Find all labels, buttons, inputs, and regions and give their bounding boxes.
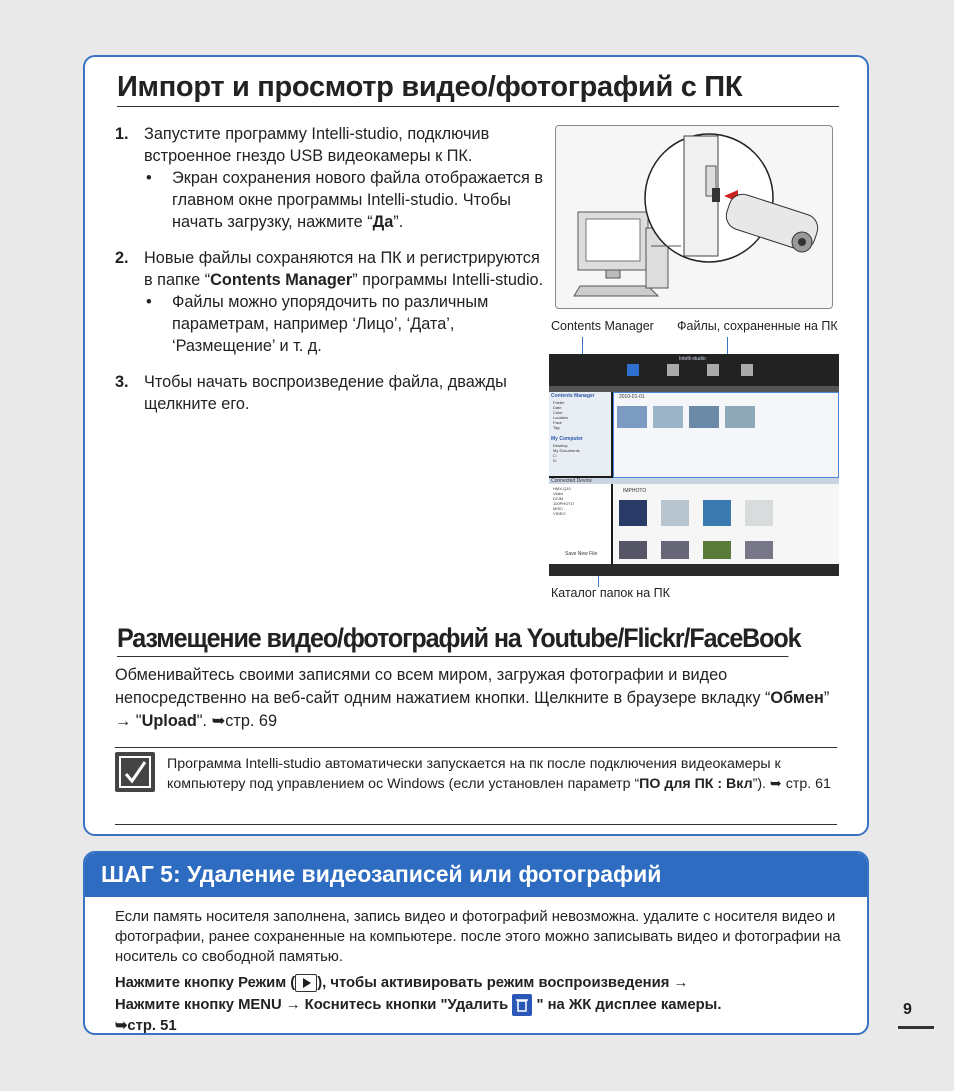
toolbar-icon	[741, 364, 753, 376]
step5-title: ШАГ 5: Удаление видеозаписей или фотографий	[101, 861, 662, 887]
toolbar-icon	[667, 364, 679, 376]
step-2	[115, 247, 545, 357]
import-section	[83, 55, 869, 836]
step5-paragraph: Если память носителя заполнена, запись видео и фотографий невозможна. удалите с носителя видео и фотографии, ранее сохраненные на компьютере. после этого можно записывать видео и фотографии на носитель со свободной памятью.	[115, 909, 841, 965]
step5-header	[85, 853, 869, 897]
sharing-title: Размещение видео/фотографий на Youtube/Flickr/FaceBook	[117, 623, 788, 657]
step-2-number: 2.	[115, 249, 129, 267]
step5-section	[83, 851, 869, 1035]
intelli-studio-screenshot: Intelli-studio Contents Manager Folder Date Color Location Face Tag My Computer Desktop My Documents C: D: 2010-01-01 Connected Device HMX-Q10 Video DCIM 100PHOTO MISC VIDEO Save New File IMPHOTO	[549, 354, 839, 576]
pc-connection-illustration	[555, 125, 833, 309]
step-1	[115, 123, 545, 233]
caption-folder-catalog: Каталог папок на ПК	[551, 586, 670, 600]
step-1-number: 1.	[115, 125, 129, 143]
step-3-number: 3.	[115, 373, 129, 391]
caption-contents-manager: Contents Manager	[551, 319, 654, 333]
import-title: Импорт и просмотр видео/фотографий с ПК	[117, 71, 839, 107]
step-2-text: Новые файлы сохраняются на ПК и регистрируются в папке “Contents Manager” программы Intelli-studio.	[144, 249, 544, 289]
play-mode-icon	[295, 974, 317, 992]
import-steps	[115, 123, 545, 427]
note-text: Программа Intelli-studio автоматически запускается на пк после подключения видеокамеры к компьютеру под управлением ос Windows (если установлен параметр “ПО для ПК : Вкл”). ➥ стр. 61	[167, 756, 831, 792]
page-number: 9	[903, 1001, 912, 1018]
step-3-text: Чтобы начать воспроизведение файла, дважды щелкните его.	[144, 373, 507, 413]
step5-instructions: Нажмите кнопку Режим ( ), чтобы активировать режим воспроизведения → Нажмите кнопку MENU → Коснитесь кнопки "Удалить " на ЖК дисплее камеры. ➥стр. 51	[115, 975, 722, 1034]
note-icon	[115, 752, 155, 792]
delete-icon	[512, 994, 532, 1016]
step-1-bullet: • Экран сохранения нового файла отображается в главном окне программы Intelli-studio. Чтобы начать загрузку, нажмите “Да”.	[144, 167, 545, 233]
caption-saved-files: Файлы, сохраненные на ПК	[677, 319, 838, 333]
toolbar-icon	[627, 364, 639, 376]
step-3	[115, 371, 545, 415]
sharing-paragraph: Обменивайтесь своими записями со всем миром, загружая фотографии и видео непосредственно на веб-сайт одним нажатием кнопки. Щелкните в браузере вкладку “Обмен” → "Upload". ➥стр. 69	[115, 666, 830, 730]
toolbar-icon	[707, 364, 719, 376]
step-2-bullet: • Файлы можно упорядочить по различным параметрам, например ‘Лицо’, ‘Дата’, ‘Размещение’ и т. д.	[144, 291, 545, 357]
page-number-rule	[898, 1026, 934, 1029]
step-1-text: Запустите программу Intelli-studio, подключив встроенное гнездо USB видеокамеры к ПК.	[144, 125, 490, 165]
note-block	[115, 747, 837, 825]
